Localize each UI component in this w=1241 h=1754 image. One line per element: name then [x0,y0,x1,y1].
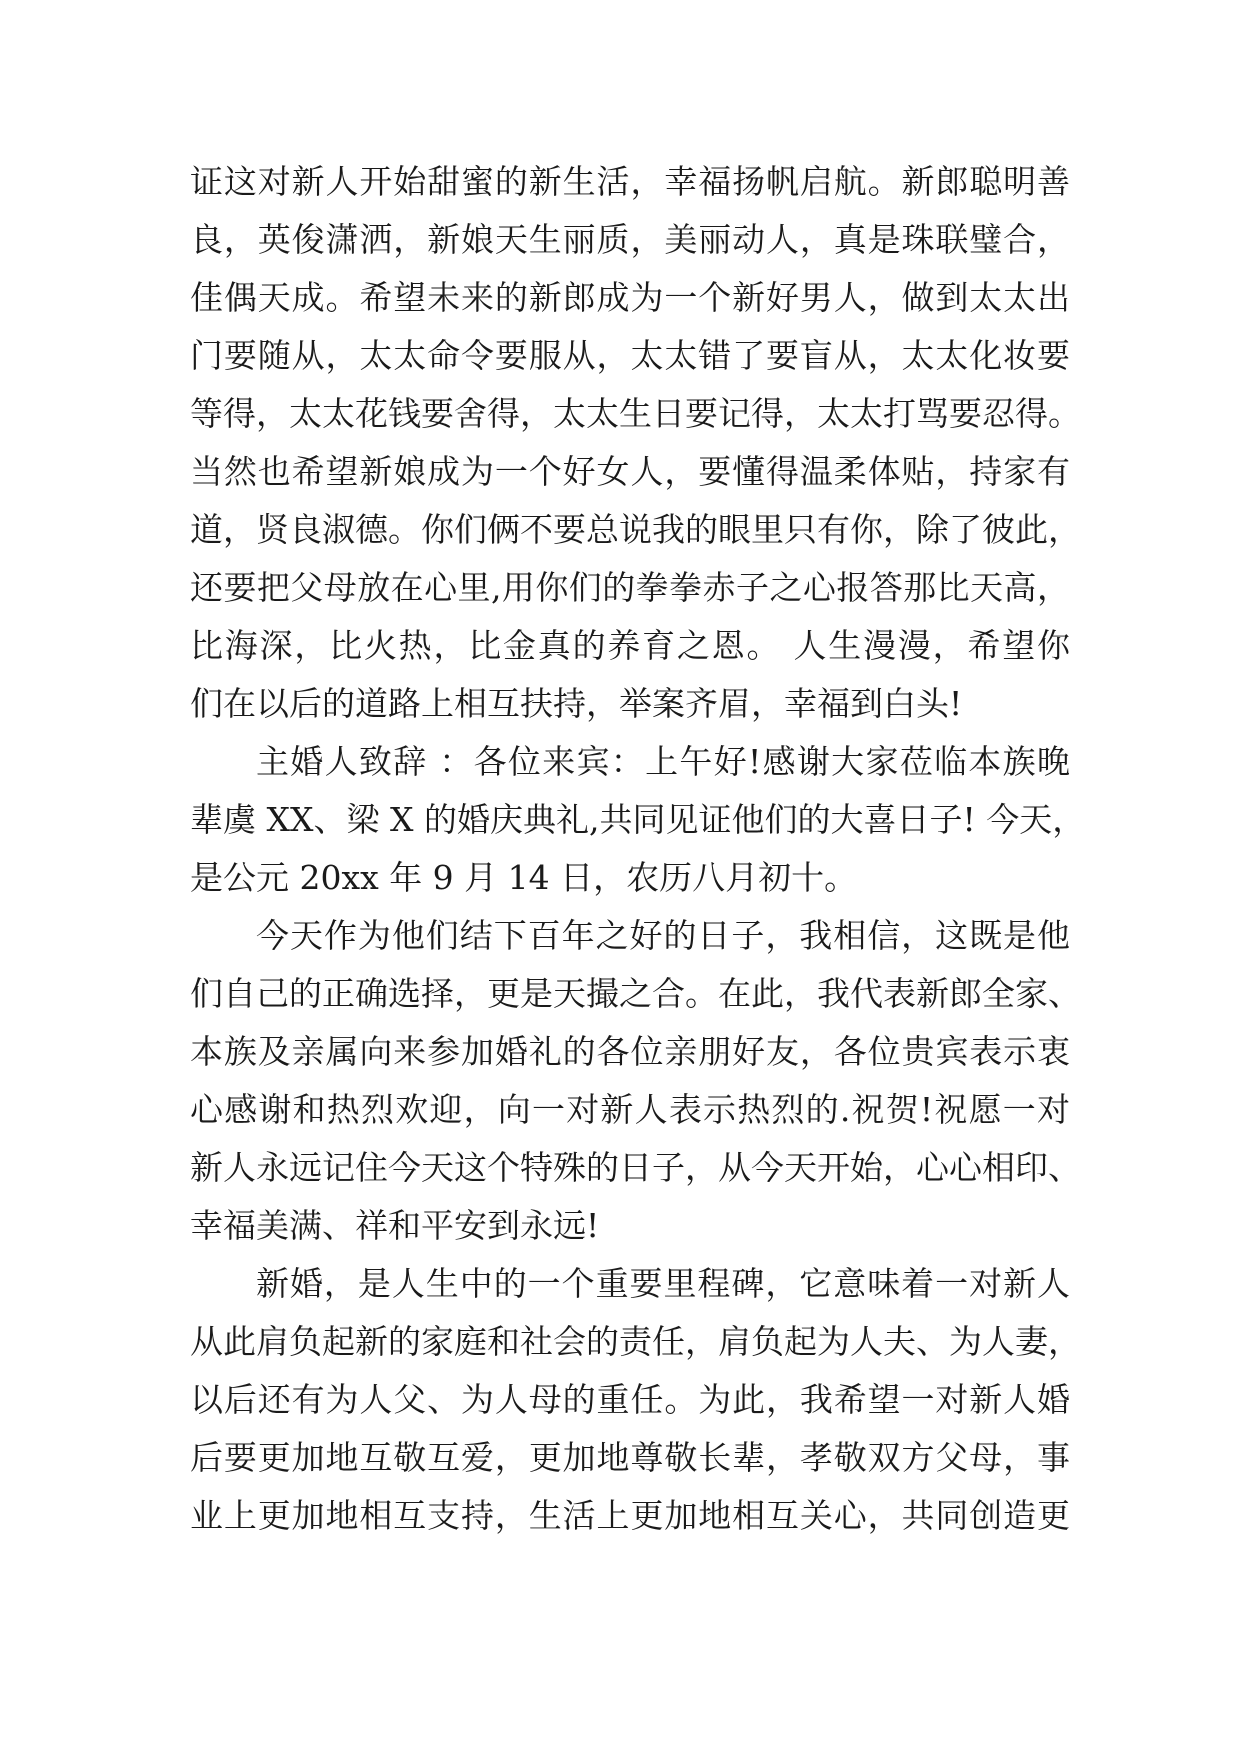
text-line: 们自己的正确选择，更是天撮之合。在此，我代表新郎全家、 [190,974,1081,1013]
text-line: 比海深，比火热，比金真的养育之恩。 人生漫漫，希望你 [190,626,1070,665]
text-line: 证这对新人开始甜蜜的新生活，幸福扬帆启航。新郎聪明善 [190,162,1070,201]
text-line: 良，英俊潇洒，新娘天生丽质，美丽动人，真是珠联璧合， [190,220,1070,259]
text-line: 以后还有为人父、为人母的重任。为此，我希望一对新人婚 [190,1380,1070,1419]
paragraph-first-line: 主婚人致辞 ：各位来宾：上午好!感谢大家莅临本族晚 [256,742,1070,781]
text-line: 业上更加地相互支持，生活上更加地相互关心，共同创造更 [190,1496,1070,1535]
text-line: 佳偶天成。希望未来的新郎成为一个新好男人，做到太太出 [190,278,1070,317]
text-line: 心感谢和热烈欢迎，向一对新人表示热烈的.祝贺!祝愿一对 [190,1090,1070,1129]
text-line: 门要随从，太太命令要服从，太太错了要盲从，太太化妆要 [190,336,1070,375]
text-line: 道，贤良淑德。你们俩不要总说我的眼里只有你，除了彼此， [190,510,1081,549]
text-line: 还要把父母放在心里,用你们的拳拳赤子之心报答那比天高， [190,568,1070,607]
text-line: 从此肩负起新的家庭和社会的责任，肩负起为人夫、为人妻， [190,1322,1081,1361]
text-line: 等得，太太花钱要舍得，太太生日要记得，太太打骂要忍得。 [190,394,1081,433]
paragraph-first-line: 新婚，是人生中的一个重要里程碑，它意味着一对新人 [256,1264,1070,1303]
text-line: 新人永远记住今天这个特殊的日子，从今天开始，心心相印、 [190,1148,1081,1187]
text-line: 后要更加地互敬互爱，更加地尊敬长辈，孝敬双方父母，事 [190,1438,1070,1477]
text-line: 们在以后的道路上相互扶持，举案齐眉，幸福到白头! [190,684,963,723]
paragraph-first-line: 今天作为他们结下百年之好的日子，我相信，这既是他 [256,916,1070,955]
text-line: 幸福美满、祥和平安到永远! [190,1206,600,1245]
text-line: 是公元 20xx 年 9 月 14 日，农历八月初十。 [190,858,858,897]
text-line: 当然也希望新娘成为一个好女人，要懂得温柔体贴，持家有 [190,452,1070,491]
text-line: 辈虞 XX、梁 X 的婚庆典礼,共同见证他们的大喜日子! 今天， [190,800,1086,839]
text-line: 本族及亲属向来参加婚礼的各位亲朋好友，各位贵宾表示衷 [190,1032,1070,1071]
